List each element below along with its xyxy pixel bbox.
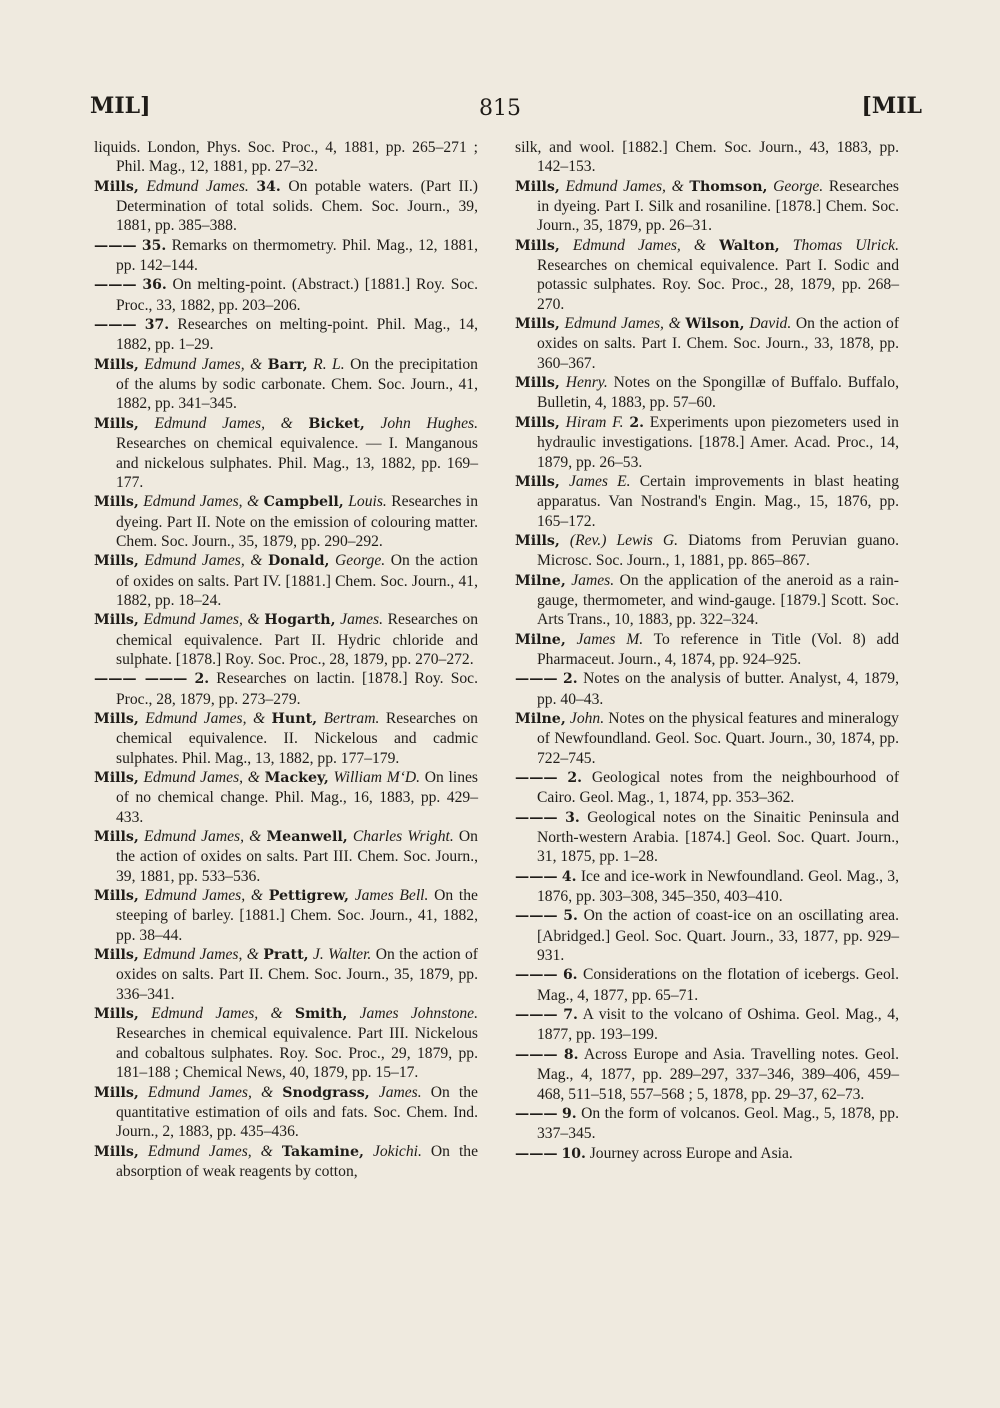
entry-coauthor: Snodgrass,	[282, 1084, 370, 1101]
entry-coauthor: Thomson,	[689, 178, 768, 195]
bibliography-entry	[515, 768, 899, 808]
entry-number: 4.	[561, 868, 577, 885]
entry-text: Researches in dyeing. Part I. Silk and rosaniline. [1878.] Chem. Soc. Journ., 35, 1879, pp. 26–31.	[537, 177, 899, 235]
entry-author: Mills,	[94, 1084, 139, 1101]
entry-coauthor-given-name: James.	[340, 611, 384, 629]
entry-author: Mills,	[94, 888, 139, 905]
bibliography-entry	[515, 413, 899, 472]
bibliography-entry	[515, 1005, 899, 1045]
entry-coauthor: Bicket,	[308, 415, 365, 432]
entry-coauthor: Meanwell,	[266, 829, 348, 846]
entry-text: On the action of coast-ice on an oscillating area. [Abridged.] Geol. Soc. Quart. Journ., 33, 1877, pp. 929–931.	[537, 907, 900, 965]
entry-author: Mills,	[94, 356, 139, 373]
entry-coauthor-given-name: Charles Wright.	[352, 828, 454, 846]
entry-coauthor-given-name: John Hughes.	[380, 414, 478, 432]
entry-text: On the application of the aneroid as a rain-gauge, thermometer, and wind-gauge. [1879.] Scott. Soc. Arts Trans., 10, 1883, pp. 322–324.	[537, 571, 899, 629]
entry-author: Mills,	[94, 947, 139, 964]
entry-text: Researches in chemical equivalence. Part III. Nickelous and cobaltous sulphates. Roy. Soc. Proc., 29, 1879, pp. 181–188 ; Chemical News, 40, 1879, pp. 15–17.	[116, 1025, 478, 1082]
entry-coauthor-given-name: James.	[378, 1083, 422, 1101]
entry-text: On potable waters. (Part II.) Determination of total solids. Chem. Soc. Journ., 39, 1881, pp. 385–388.	[116, 177, 478, 235]
entry-given-name: James E.	[568, 472, 631, 490]
entry-text: Diatoms from Peruvian guano. Microsc. Soc. Journ., 1, 1881, pp. 865–867.	[537, 531, 899, 570]
entry-given-name: Edmund James, &	[151, 1005, 283, 1023]
entry-text: Experiments upon piezometers used in hydraulic investigations. [1878.] Amer. Acad. Proc., 14, 1879, pp. 26–53.	[537, 413, 899, 471]
bibliography-entry	[94, 886, 478, 945]
entry-given-name: Edmund James, &	[144, 887, 263, 905]
bibliography-entry	[94, 355, 478, 414]
entry-given-name: Edmund James, &	[147, 1083, 274, 1101]
entry-number: 37.	[144, 317, 170, 334]
entry-text: Across Europe and Asia. Travelling notes. Geol. Mag., 4, 1877, pp. 289–297, 337–346, 389–406, 459–468, 511–518, 557–568 ; 5, 1878, pp. 29–37, 62–73.	[537, 1045, 900, 1103]
bibliography-entry	[94, 709, 478, 768]
entry-author: Milne,	[515, 572, 566, 589]
entry-coauthor-given-name: George.	[773, 177, 824, 195]
entry-text: A visit to the volcano of Oshima. Geol. Mag., 4, 1877, pp. 193–199.	[537, 1006, 899, 1044]
entry-given-name: Edmund James, &	[143, 946, 259, 964]
entry-number: 35.	[141, 237, 167, 254]
entry-coauthor: Donald,	[267, 553, 330, 570]
bibliography-entry	[515, 630, 899, 670]
entry-coauthor-given-name: Bertram.	[323, 709, 380, 727]
entry-text: Considerations on the flotation of icebergs. Geol. Mag., 4, 1877, pp. 65–71.	[537, 966, 899, 1004]
entry-coauthor-given-name: David.	[749, 315, 792, 333]
entry-text: liquids. London, Phys. Soc. Proc., 4, 1881, pp. 265–271 ; Phil. Mag., 12, 1881, pp. 27–32.	[94, 139, 478, 176]
entry-text: Ice and ice-work in Newfoundland. Geol. Mag., 3, 1876, pp. 303–308, 345–350, 403–410.	[537, 867, 900, 906]
entry-coauthor: Smith,	[294, 1006, 348, 1023]
entry-number: 10.	[561, 1145, 586, 1162]
entry-coauthor: Walton,	[719, 237, 780, 254]
entry-author: ———	[515, 967, 558, 984]
bibliography-entry	[94, 414, 478, 492]
entry-author: Mills,	[515, 473, 560, 490]
entry-number: 7.	[563, 1007, 578, 1024]
bibliography-entry	[515, 808, 899, 867]
entry-coauthor-given-name: James Johnstone.	[359, 1005, 479, 1023]
left-column	[94, 138, 478, 1181]
entry-given-name: Edmund James, &	[565, 177, 684, 195]
entry-author: ———	[515, 1007, 558, 1024]
bibliography-entry	[515, 314, 899, 373]
entry-text: On the action of oxides on salts. Part IV. [1881.] Chem. Soc. Journ., 41, 1882, pp. 18–24.	[116, 552, 478, 609]
bibliography-entry	[515, 138, 899, 177]
entry-text: On melting-point. (Abstract.) [1881.] Roy. Soc. Proc., 33, 1882, pp. 203–206.	[116, 276, 478, 314]
entry-given-name: Hiram F.	[565, 413, 624, 431]
entry-given-name: Edmund James, &	[144, 355, 263, 373]
entry-given-name: Edmund James, &	[143, 493, 260, 511]
entry-given-name: Edmund James, &	[144, 552, 263, 570]
bibliography-entry	[94, 315, 478, 355]
entry-number: 36.	[142, 277, 167, 294]
entry-given-name: Edmund James, &	[143, 828, 262, 846]
bibliography-entry	[94, 1004, 478, 1082]
entry-coauthor-given-name: Thomas Ulrick.	[792, 236, 900, 254]
bibliography-entry	[515, 531, 899, 571]
entry-coauthor: Wilson,	[685, 316, 745, 333]
right-column	[515, 138, 899, 1164]
entry-author: Milne,	[515, 710, 566, 727]
entry-text: On the action of oxides on salts. Part II. Chem. Soc. Journ., 35, 1879, pp. 336–341.	[116, 946, 478, 1003]
entry-author: Milne,	[515, 631, 566, 648]
bibliography-entry	[94, 177, 478, 236]
entry-text: Researches on chemical equivalence. Part I. Sodic and potassic sulphates. Roy. Soc. Proc., 28, 1879, pp. 268–270.	[537, 257, 899, 313]
entry-author: ———	[515, 1105, 558, 1122]
entry-coauthor: Pratt,	[263, 947, 309, 964]
bibliography-entry	[515, 1144, 899, 1164]
entry-text: Notes on the Spongillæ of Buffalo. Buffalo, Bulletin, 4, 1883, pp. 57–60.	[537, 374, 899, 412]
entry-author: ———	[515, 1145, 558, 1162]
entry-text: Researches on chemical equivalence. Part II. Hydric chloride and sulphate. [1878.] Roy. Soc. Proc., 28, 1879, pp. 270–272.	[116, 611, 478, 668]
entry-text: On the precipitation of the alums by sodic carbonate. Chem. Soc. Journ., 41, 1882, pp. 341–345.	[116, 355, 478, 413]
entry-given-name: James M.	[576, 630, 644, 648]
entry-author: Mills,	[515, 316, 560, 333]
entry-author: Mills,	[94, 829, 139, 846]
entry-text: Geological notes on the Sinaitic Peninsula and North-western Arabia. [1874.] Geol. Soc. Quart. Journ., 31, 1875, pp. 1–28.	[537, 808, 899, 866]
entry-number: 8.	[563, 1046, 579, 1063]
bibliography-entry	[94, 551, 478, 610]
entry-coauthor: Takamine,	[281, 1143, 364, 1160]
entry-author: Mills,	[94, 415, 139, 432]
entry-coauthor-given-name: George.	[335, 552, 386, 570]
running-head-left: MIL]	[90, 93, 151, 119]
entry-author: ———	[515, 868, 558, 885]
entry-author: Mills,	[515, 532, 560, 549]
entry-text: Researches on chemical equivalence. — I. Manganous and nickelous sulphates. Phil. Mag., 13, 1882, pp. 169–177.	[116, 435, 478, 491]
entry-number: 9.	[562, 1105, 577, 1122]
entry-given-name: Edmund James.	[146, 177, 249, 195]
running-head-right: [MIL	[861, 93, 922, 119]
entry-text: silk, and wool. [1882.] Chem. Soc. Journ., 43, 1883, pp. 142–153.	[515, 139, 899, 176]
entry-text: On the form of volcanos. Geol. Mag., 5, 1878, pp. 337–345.	[537, 1104, 899, 1143]
entry-author: Mills,	[94, 612, 139, 629]
entry-coauthor: Hunt,	[271, 710, 318, 727]
entry-text: On the action of oxides on salts. Part I. Chem. Soc. Journ., 33, 1878, pp. 360–367.	[537, 315, 900, 372]
entry-number: 2.	[563, 671, 578, 688]
entry-coauthor-given-name: James Bell.	[354, 887, 429, 905]
bibliography-entry	[94, 1142, 478, 1182]
bibliography-entry	[94, 236, 478, 276]
entry-author: Mills,	[515, 414, 560, 431]
entry-coauthor-given-name: R. L.	[313, 355, 345, 373]
entry-text: Notes on the analysis of butter. Analyst, 4, 1879, pp. 40–43.	[537, 670, 899, 708]
entry-author: ———	[94, 277, 137, 294]
bibliography-entry	[94, 768, 478, 827]
entry-author: Mills,	[94, 553, 139, 570]
entry-author: Mills,	[94, 1006, 139, 1023]
entry-text: On the steeping of barley. [1881.] Chem. Soc. Journ., 41, 1882, pp. 38–44.	[116, 887, 478, 944]
entry-number: 34.	[256, 178, 281, 195]
entry-coauthor-given-name: Louis.	[348, 493, 387, 511]
entry-author: ———	[515, 1046, 558, 1063]
entry-author: Mills,	[94, 1143, 139, 1160]
entry-given-name: Henry.	[565, 374, 608, 392]
entry-text: On the action of oxides on salts. Part III. Chem. Soc. Journ., 39, 1881, pp. 533–536.	[116, 828, 478, 885]
bibliography-entry	[515, 177, 899, 236]
entry-number: 2.	[194, 671, 210, 688]
entry-author: ———	[515, 671, 558, 688]
entry-text: Notes on the physical features and mineralogy of Newfoundland. Geol. Soc. Quart. Journ., 30, 1874, pp. 722–745.	[537, 709, 899, 767]
entry-coauthor-given-name: J. Walter.	[312, 946, 372, 964]
bibliography-entry	[515, 867, 899, 907]
entry-author: Mills,	[515, 178, 560, 195]
entry-given-name: Edmund James, &	[143, 611, 260, 629]
entry-given-name: James.	[571, 571, 615, 589]
entry-coauthor: Pettigrew,	[268, 888, 349, 905]
bibliography-entry	[94, 610, 478, 669]
entry-author: Mills,	[94, 494, 139, 511]
bibliography-entry	[94, 1083, 478, 1142]
entry-text: Geological notes from the neighbourhood of Cairo. Geol. Mag., 1, 1874, pp. 353–362.	[537, 769, 900, 807]
entry-text: Researches in dyeing. Part II. Note on the emission of colouring matter. Chem. Soc. Journ., 35, 1879, pp. 290–292.	[116, 493, 478, 550]
bibliography-entry	[515, 709, 899, 768]
entry-given-name: Edmund James, &	[572, 236, 707, 254]
entry-given-name: Edmund James, &	[147, 1142, 273, 1160]
entry-author: Mills,	[94, 710, 139, 727]
entry-author: ———	[515, 770, 558, 786]
entry-coauthor-given-name: Jokichi.	[372, 1142, 422, 1160]
bibliography-entry	[94, 827, 478, 886]
entry-number: 3.	[565, 809, 580, 826]
bibliography-entry	[94, 492, 478, 551]
bibliography-entry	[94, 138, 478, 177]
entry-coauthor: Mackey,	[264, 770, 329, 786]
entry-author: ———	[515, 809, 558, 826]
entry-number: 6.	[562, 967, 578, 984]
entry-number: 2.	[567, 770, 583, 786]
entry-text: On the absorption of weak reagents by cotton,	[116, 1142, 479, 1180]
entry-author: ———	[94, 317, 137, 334]
entry-given-name: Edmund James, &	[154, 414, 293, 432]
bibliography-entry	[515, 373, 899, 413]
bibliography-entry	[515, 669, 899, 709]
entry-text: Certain improvements in blast heating apparatus. Van Nostrand's Engin. Mag., 15, 1876, pp. 165–172.	[537, 472, 899, 530]
entry-given-name: Edmund James, &	[143, 769, 260, 786]
entry-coauthor: Hogarth,	[264, 612, 336, 629]
entry-text: On the quantitative estimation of oils and fats. Soc. Chem. Ind. Journ., 2, 1883, pp. 435–436.	[116, 1083, 478, 1141]
entry-coauthor-given-name: William M‘D.	[333, 769, 421, 786]
bibliography-entry	[515, 472, 899, 531]
entry-author: ——— ———	[94, 671, 188, 688]
bibliography-entry	[515, 1104, 899, 1144]
entry-number: 5.	[563, 908, 578, 925]
entry-text: On lines of no chemical change. Phil. Mag., 16, 1883, pp. 429–433.	[116, 769, 478, 826]
entry-text: To reference in Title (Vol. 8) add Pharmaceut. Journ., 4, 1874, pp. 924–925.	[537, 630, 899, 668]
entry-author: ———	[94, 237, 137, 254]
entry-given-name: (Rev.) Lewis G.	[569, 531, 679, 549]
entry-author: Mills,	[515, 237, 560, 254]
entry-coauthor: Barr,	[267, 356, 308, 373]
entry-given-name: Edmund James, &	[145, 709, 266, 727]
bibliography-entry	[515, 1045, 899, 1104]
bibliography-entry	[94, 275, 478, 315]
bibliography-entry	[515, 571, 899, 630]
entry-given-name: Edmund James, &	[564, 315, 681, 333]
entry-given-name: John.	[569, 709, 605, 727]
entry-author: Mills,	[94, 770, 139, 786]
entry-text: Journey across Europe and Asia.	[589, 1144, 793, 1162]
bibliography-entry	[94, 669, 478, 709]
entry-author: Mills,	[94, 178, 139, 195]
entry-author: Mills,	[515, 375, 560, 392]
entry-text: Researches on chemical equivalence. II. Nickelous and cadmic sulphates. Phil. Mag., 13, 1882, pp. 177–179.	[116, 709, 478, 767]
entry-number: 2.	[629, 414, 644, 431]
page-number: 815	[479, 96, 521, 121]
entry-author: ———	[515, 908, 558, 925]
bibliography-entry	[515, 906, 899, 965]
entry-text: Researches on melting-point. Phil. Mag., 14, 1882, pp. 1–29.	[116, 316, 478, 354]
bibliography-entry	[515, 236, 899, 314]
entry-coauthor: Campbell,	[263, 494, 344, 511]
bibliography-entry	[94, 945, 478, 1004]
bibliography-entry	[515, 965, 899, 1005]
entry-text: Researches on lactin. [1878.] Roy. Soc. Proc., 28, 1879, pp. 273–279.	[116, 670, 478, 708]
entry-text: Remarks on thermometry. Phil. Mag., 12, 1881, pp. 142–144.	[116, 236, 478, 275]
